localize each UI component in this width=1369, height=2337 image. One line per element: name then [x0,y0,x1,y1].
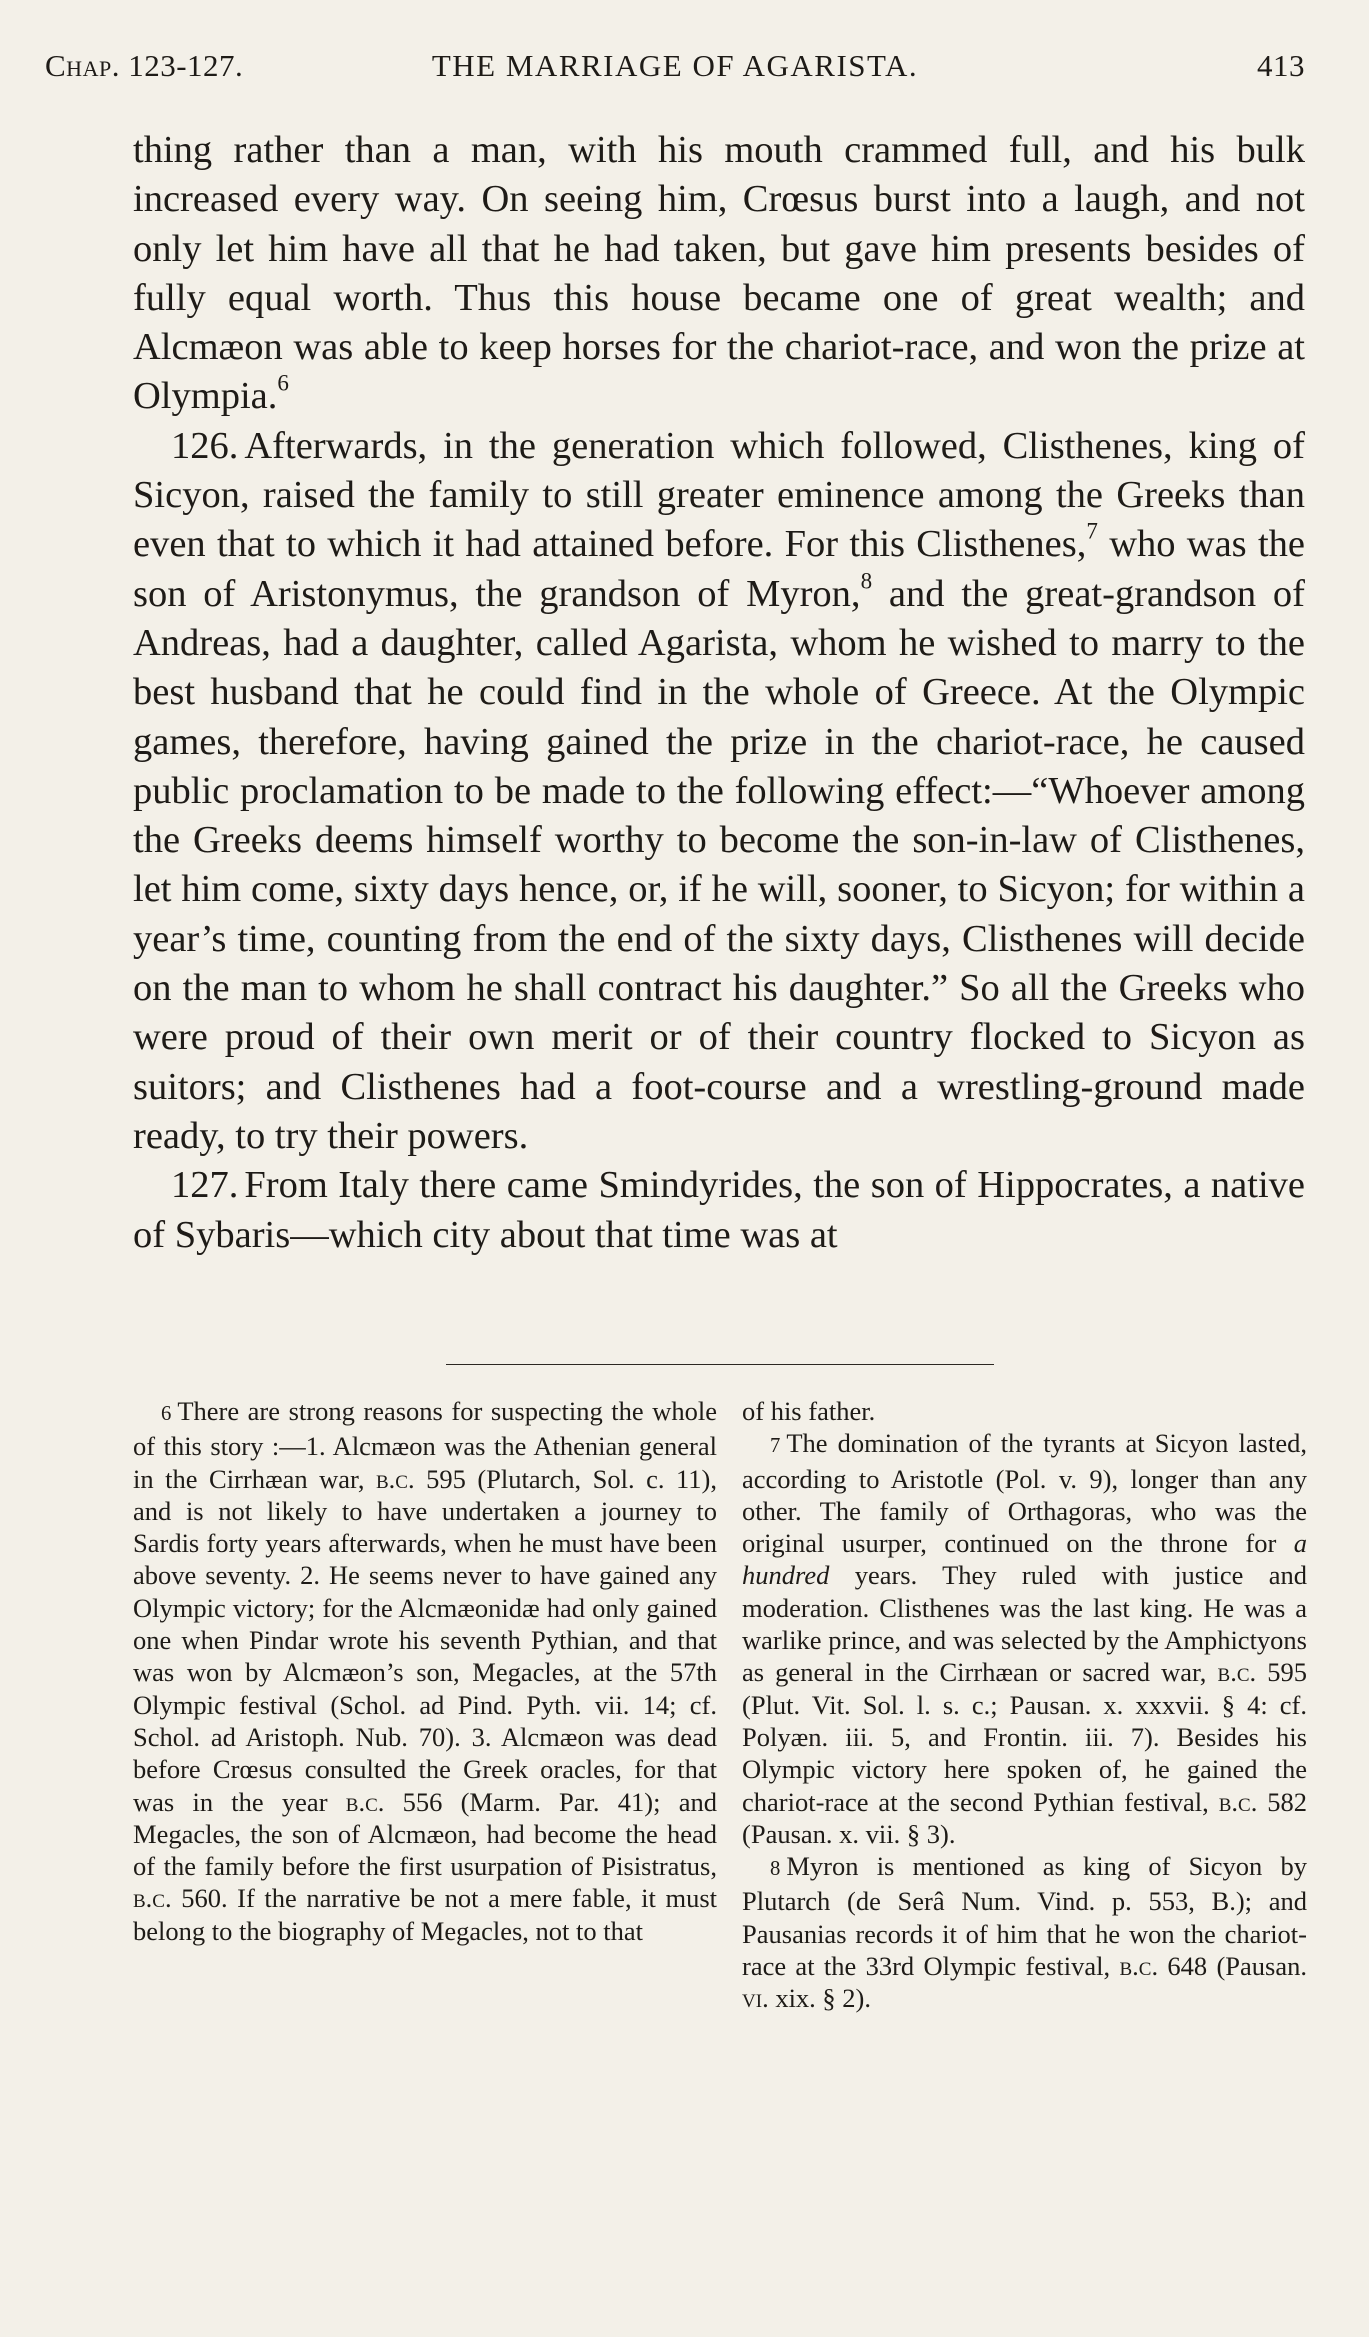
footnote-column-right [742,1395,1307,2015]
paragraph-126 [133,422,1305,1161]
paragraph-text: From Italy there came Smindyrides, the son of Hippocrates, a native of Sybaris—which city about that time was at [133,1164,1305,1256]
page-title: THE MARRIAGE OF AGARISTA. [431,48,919,83]
footnote-text: 595 (Plut. Vit. Sol. l. s. c.; Pausan. x. xxxvii. § 4: cf. Polyæn. iii. 5, and Frontin. iii. 7). Besides his Olympic victory here spoken of, he gained the chariot-race at the second Pythian festival, [742,1657,1307,1817]
era-abbrev: b.c. [1217,1657,1257,1688]
page-number: 413 [1257,48,1305,83]
paragraph-text: and the great-grandson of Andreas, had a daughter, called Agarista, whom he wished to marry to the best husband that he could find in the whole of Greece. At the Olympic games, therefore, having gained the prize in the chariot-race, he caused public proclamation to be made to the following effect:—“Whoever among the Greeks deems himself worthy to become the son-in-law of Clisthenes, let him come, sixty days hence, or, if he will, sooner, to Sicyon; for within a year’s time, counting from the end of the sixty days, Clisthenes will decide on the man to whom he shall contract his daughter.” So all the Greeks who were proud of their own merit or of their country flocked to Sicyon as suitors; and Clisthenes had a foot-course and a wrestling-ground made ready, to try their powers. [133,572,1305,1157]
footnote-text: There are strong reasons for suspecting the whole of this story :—1. Alcmæon was the Athenian general in the Cirrhæan war, [133,1396,717,1494]
era-abbrev: b.c. [345,1786,385,1817]
footnote-text: years. They ruled with justice and moderation. Clisthenes was the last king. He was a warlike prince, and was selected by the Amphictyons as general in the Cirrhæan or sacred war, [742,1560,1307,1688]
era-abbrev: b.c. [133,1883,172,1914]
section-number: 126. [171,424,239,467]
running-head [45,48,1305,92]
era-abbrev: b.c. [1119,1951,1159,1982]
footnote-text: 560. If the narrative be not a mere fable, it must belong to the biography of Megacles, not to that [133,1883,717,1946]
footnote-text: The domination of the tyrants at Sicyon lasted, according to Aristotle (Pol. v. 9), longer than any other. The family of Orthagoras, who was the original usurper, continued on the throne for [742,1428,1307,1559]
footnote-7 [742,1427,1307,1850]
footnote-8 [742,1850,1307,2014]
main-text [133,126,1305,1260]
paragraph-text: thing rather than a man, with his mouth crammed full, and his bulk increased every way. On seeing him, Crœsus burst into a laugh, and not only let him have all that he had taken, but gave him presents besides of fully equal worth. Thus this house became one of great wealth; and Alcmæon was able to keep horses for the chariot-race, and won the prize at Olympia. [133,129,1305,418]
footnote-text: 582 (Pausan. x. vii. § 3). [742,1786,1307,1849]
footnote-number: 8 [770,1858,781,1881]
emphasis: a hundred [742,1528,1307,1591]
section-number: 127. [171,1164,239,1207]
footnote-number: 6 [161,1403,172,1425]
paragraph-127 [133,1161,1305,1260]
era-abbrev: b.c. [375,1463,415,1494]
footnote-text: 648 (Pausan. [1158,1951,1307,1982]
book-numeral: vi [742,1983,763,2014]
footnote-ref-7: 7 [1086,518,1098,545]
footnote-divider [446,1364,994,1365]
footnote-text: Myron is mentioned as king of Sicyon by Plutarch (de Serâ Num. Vind. p. 553, B.); and Pausanias records it of him that he won the chariot-race at the 33rd Olympic festival, [742,1851,1307,1982]
footnote-text: 595 (Plutarch, Sol. c. 11), and is not likely to have undertaken a journey to Sardis forty years afterwards, when he must have been above seventy. 2. He seems never to have gained any Olympic victory; for the Alcmæonidæ had only gained one when Pindar wrote his seventh Pythian, and that was won by Alcmæon’s son, Megacles, at the 57th Olympic festival (Schol. ad Pind. Pyth. vii. 14; cf. Schol. ad Aristoph. Nub. 70). 3. Alcmæon was dead before Crœsus consulted the Greek oracles, for that was in the year [133,1463,717,1817]
paragraph-continuation [133,126,1305,422]
paragraph-text: who was the son of Aristonymus, the grandson of Myron, [133,523,1305,615]
footnote-6-end: of his father. [742,1396,876,1426]
footnote-ref-6: 6 [277,370,289,397]
footnote-number: 7 [770,1435,781,1458]
footnote-column-left [133,1395,717,1947]
era-abbrev: b.c. [1218,1786,1258,1817]
footnote-6 [133,1395,717,1947]
footnote-text: 556 (Marm. Par. 41); and Megacles, the son of Alcmæon, had become the head of the family before the first usurpation of Pisistratus, [133,1786,717,1882]
footnote-text: . xix. § 2). [762,1983,871,2014]
paragraph-text: Afterwards, in the generation which followed, Clisthenes, king of Sicyon, raised the family to still greater eminence among the Greeks than even that to which it had attained before. For this Clisthenes, [133,424,1305,566]
footnote-ref-8: 8 [860,567,873,594]
chapter-range: Chap. 123-127. [45,48,244,83]
